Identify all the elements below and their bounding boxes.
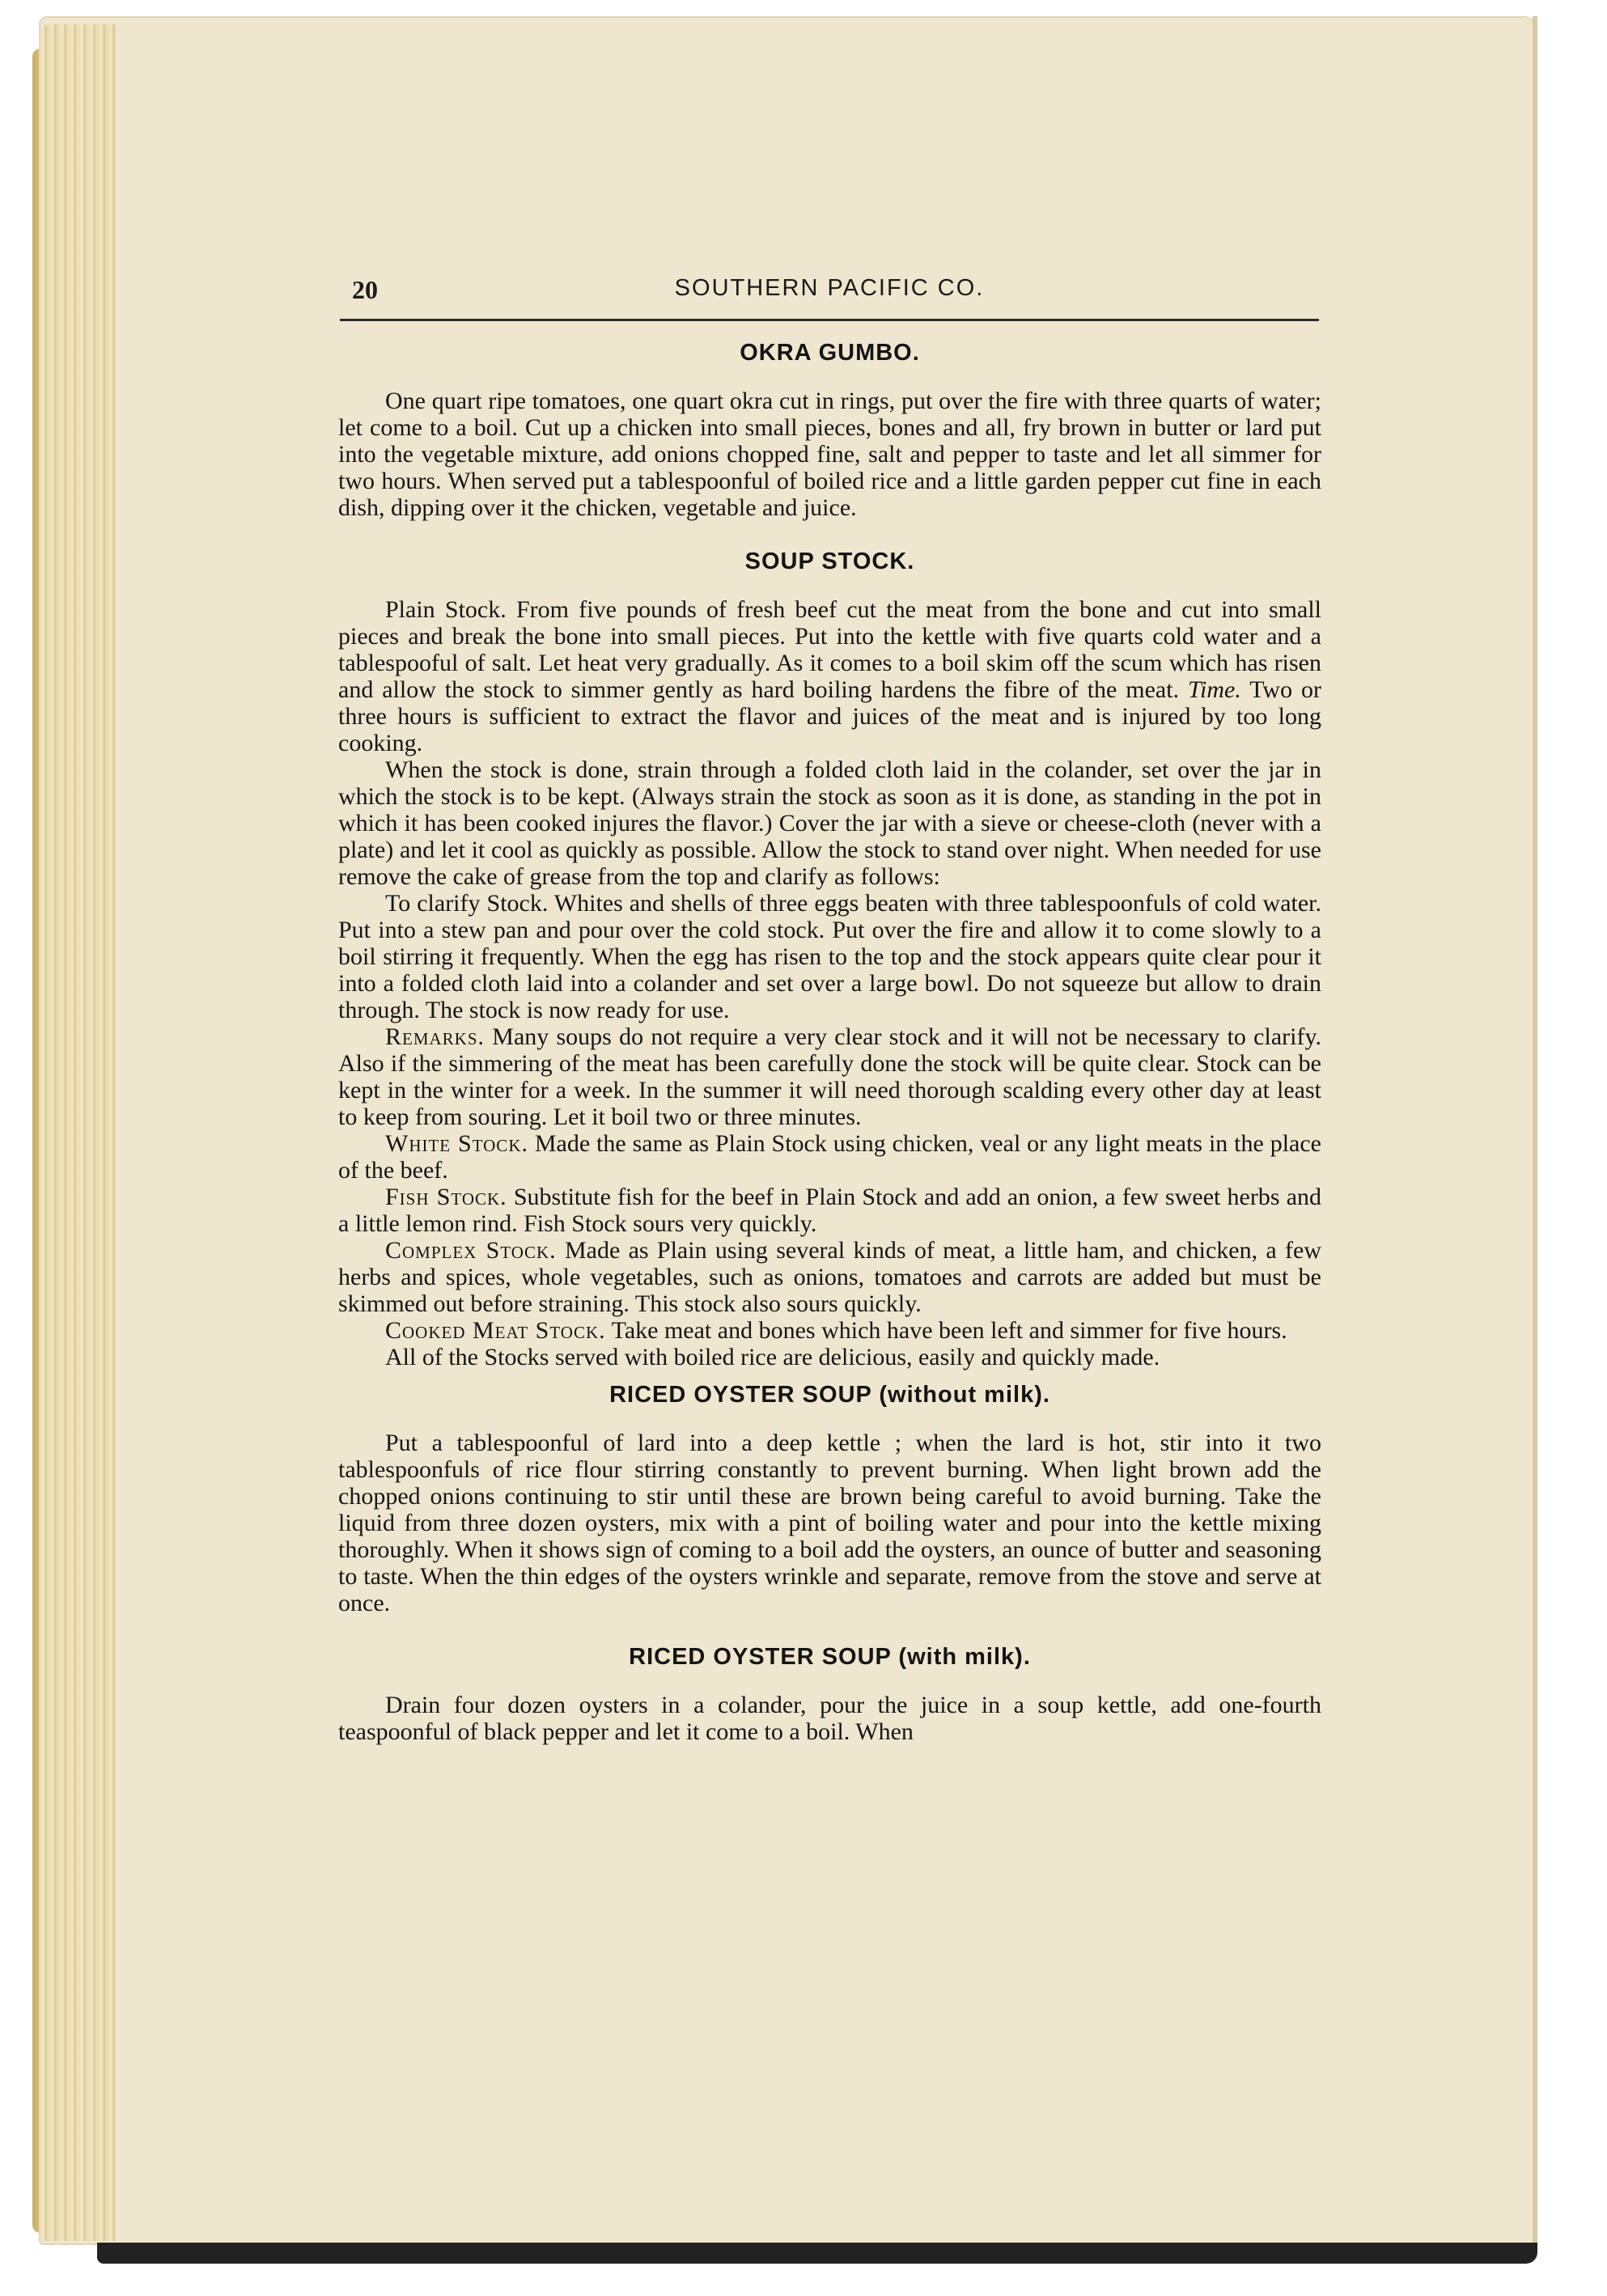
okra-gumbo-paragraph: One quart ripe tomatoes, one quart okra cut in rings, put over the fire with three quarts of water; let come to a boil. Cut up a chicken into small pieces, bones and all, fry brown in butter or lard put into the vegetable mixture, add onions chopped fine, salt and pepper to taste and let all simmer for two hours. When served put a tablespoonful of boiled rice and a little garden pepper cut fine in each dish, dipping over it the chicken, vegetable and juice. [338, 388, 1321, 521]
page-bottom-shadow [97, 2243, 1537, 2264]
page-number: 20 [352, 275, 378, 304]
page-right-edge [1533, 16, 1537, 2249]
complex-stock-body: Made as Plain using several kinds of meat, a little ham, and chicken, a few herbs and spices, whole vegetables, such as onions, tomatoes and carrots are added but must be skimmed out before straining. This stock also sours quickly. [338, 1237, 1322, 1317]
page-header [340, 275, 1319, 324]
fish-stock-body: Substitute fish for the beef in Plain Stock and add an onion, a few sweet herbs and a little lemon rind. Fish Stock sours very quickly. [338, 1184, 1322, 1237]
remarks-lead: Remarks. [385, 1023, 485, 1050]
plain-stock-paragraph [338, 596, 1321, 756]
white-stock-lead: White Stock. [385, 1130, 528, 1157]
section-title-okra-gumbo: OKRA GUMBO. [740, 340, 920, 366]
plain-stock-lead: Plain Stock. [385, 596, 507, 623]
plain-stock-body: From five pounds of fresh beef cut the meat from the bone and cut into small pieces and break the bone into small pieces. Put into the kettle with five quarts cold water and a tablespooful of salt. Let heat very gradually. As it comes to a boil skim off the scum which has risen and allow the stock to simmer gently as hard boiling hardens the fibre of the meat. [338, 596, 1322, 703]
plain-stock-tail: Two or three hours is sufficient to extract the flavor and juices of the meat and is injured by too long cooking. [338, 676, 1321, 756]
white-stock-paragraph [338, 1130, 1321, 1184]
complex-stock-paragraph [338, 1237, 1321, 1317]
stocks-closing-paragraph: All of the Stocks served with boiled rice are delicious, easily and quickly made. [385, 1344, 1160, 1370]
fish-stock-lead: Fish Stock. [385, 1184, 507, 1210]
riced-oyster-without-milk-paragraph: Put a tablespoonful of lard into a deep kettle ; when the lard is hot, stir into it two tablespoonfuls of rice flour stirring constantly to prevent burning. When light brown add the chopped onions continuing to stir until these are brown being careful to avoid burning. Take the liquid from three dozen oysters, mix with a pint of boiling water and pour into the kettle mixing thoroughly. When it shows sign of coming to a boil add the oysters, an ounce of butter and seasoning to taste. When the thin edges of the oysters wrinkle and separate, remove from the stove and serve at once. [338, 1430, 1321, 1616]
page-body [338, 340, 1321, 1745]
cooked-meat-stock-lead: Cooked Meat Stock. [385, 1317, 606, 1344]
complex-stock-lead: Complex Stock. [385, 1237, 557, 1264]
straining-paragraph: When the stock is done, strain through a folded cloth laid in the colander, set over the jar in which the stock is to be kept. (Always strain the stock as soon as it is done, as standing in the pot in which it has been cooked injures the flavor.) Cover the jar with a sieve or cheese-cloth (never with a plate) and let it cool as quickly as possible. Allow the stock to stand over night. When needed for use remove the cake of grease from the top and clarify as follows: [338, 756, 1321, 890]
remarks-paragraph [338, 1023, 1321, 1130]
section-gap [338, 521, 1321, 537]
cooked-meat-stock-paragraph [338, 1317, 1321, 1344]
plain-stock-time: Time. [1187, 676, 1241, 703]
section-title-soup-stock: SOUP STOCK. [744, 549, 915, 574]
running-head: SOUTHERN PACIFIC CO. [674, 275, 985, 301]
section-title-riced-oyster-without-milk: RICED OYSTER SOUP (without milk). [609, 1382, 1050, 1408]
cooked-meat-stock-body: Take meat and bones which have been left and simmer for five hours. [611, 1317, 1287, 1344]
page-stack-edges [39, 24, 116, 2241]
clarify-paragraph: To clarify Stock. Whites and shells of three eggs beaten with three tablespoonfuls of cold water. Put into a stew pan and pour over the cold stock. Put over the fire and allow it to come slowly to a boil stirring it frequently. When the egg has risen to the top and the stock appears quite clear pour it into a folded cloth laid into a colander and set over a large bowl. Do not squeeze but allow to drain through. The stock is now ready for use. [338, 890, 1321, 1023]
section-title-riced-oyster-with-milk: RICED OYSTER SOUP (with milk). [629, 1644, 1031, 1670]
white-stock-body: Made the same as Plain Stock using chicken, veal or any light meats in the place of the beef. [338, 1130, 1321, 1184]
header-rule [340, 319, 1319, 321]
section-gap [338, 1616, 1321, 1633]
riced-oyster-with-milk-paragraph: Drain four dozen oysters in a colander, pour the juice in a soup kettle, add one-fourth teaspoonful of black pepper and let it come to a boil. When [338, 1692, 1321, 1745]
fish-stock-paragraph [338, 1184, 1321, 1237]
remarks-body: Many soups do not require a very clear stock and it will not be necessary to clarify. Also if the simmering of the meat has been carefully done the stock will be quite clear. Stock can be kept in the winter for a week. In the summer it will need thorough scalding every other day at least to keep from souring. Let it boil two or three minutes. [338, 1023, 1322, 1130]
